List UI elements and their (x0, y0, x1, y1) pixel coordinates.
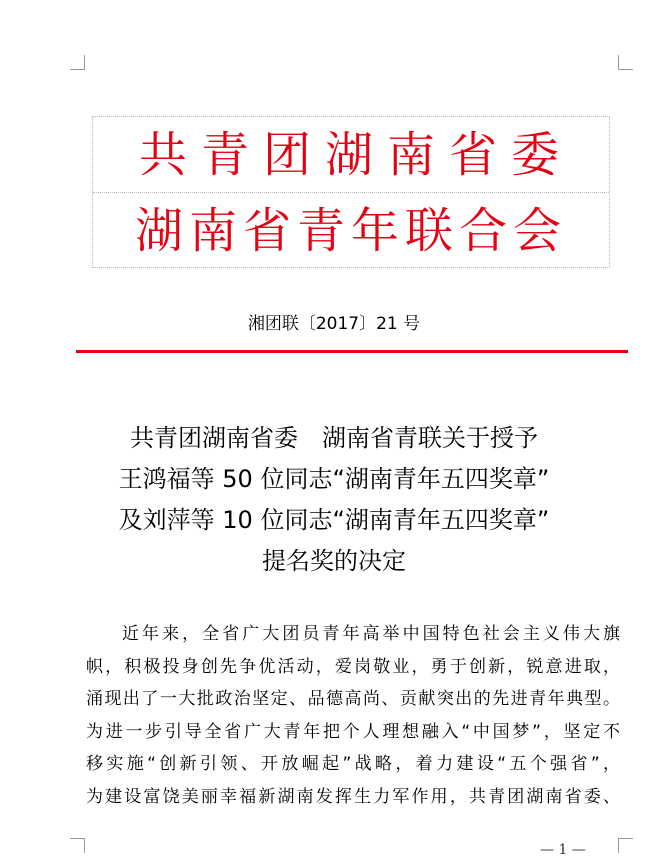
page-number: — 1 — (540, 842, 586, 858)
document-number: 湘团联〔2017〕21 号 (247, 314, 421, 334)
body-line: 为进一步引导全省广大青年把个人理想融入“中国梦”，坚定不 (86, 721, 620, 742)
crop-mark-top-right (618, 55, 633, 70)
body-line: 近年来，全省广大团员青年高举中国特色社会主义伟大旗 (122, 624, 620, 644)
red-separator-rule (76, 350, 628, 353)
document-title (0, 418, 668, 582)
body-line: 移实施“创新引领、开放崛起”战略，着力建设“五个强省”， (86, 754, 620, 774)
body-line: 为建设富饶美丽幸福新湖南发挥生力军作用，共青团湖南省委、 (86, 786, 620, 807)
body-line: 帜，积极投身创先争优活动，爱岗敬业，勇于创新，锐意进取， (86, 656, 620, 677)
body-line: 涌现出了一大批政治坚定、品德高尚、贡献突出的先进青年典型。 (86, 689, 620, 709)
crop-mark-bottom-left (70, 838, 85, 853)
issuing-org-line-2: 湖南省青年联合会 (134, 203, 567, 259)
title-line: 及刘萍等 10 位同志“湖南青年五四奖章” (118, 506, 550, 534)
issuing-org-line-1: 共青团湖南省委 (138, 127, 573, 183)
header-divider (93, 192, 609, 193)
document-header (92, 116, 610, 268)
crop-mark-bottom-right (618, 838, 633, 853)
crop-mark-top-left (70, 55, 85, 70)
title-line: 共青团湖南省委 湖南省青联关于授予 (130, 424, 538, 452)
body-paragraph (86, 618, 620, 813)
title-line: 王鸿福等 50 位同志“湖南青年五四奖章” (118, 465, 550, 493)
title-line: 提名奖的决定 (262, 547, 406, 575)
